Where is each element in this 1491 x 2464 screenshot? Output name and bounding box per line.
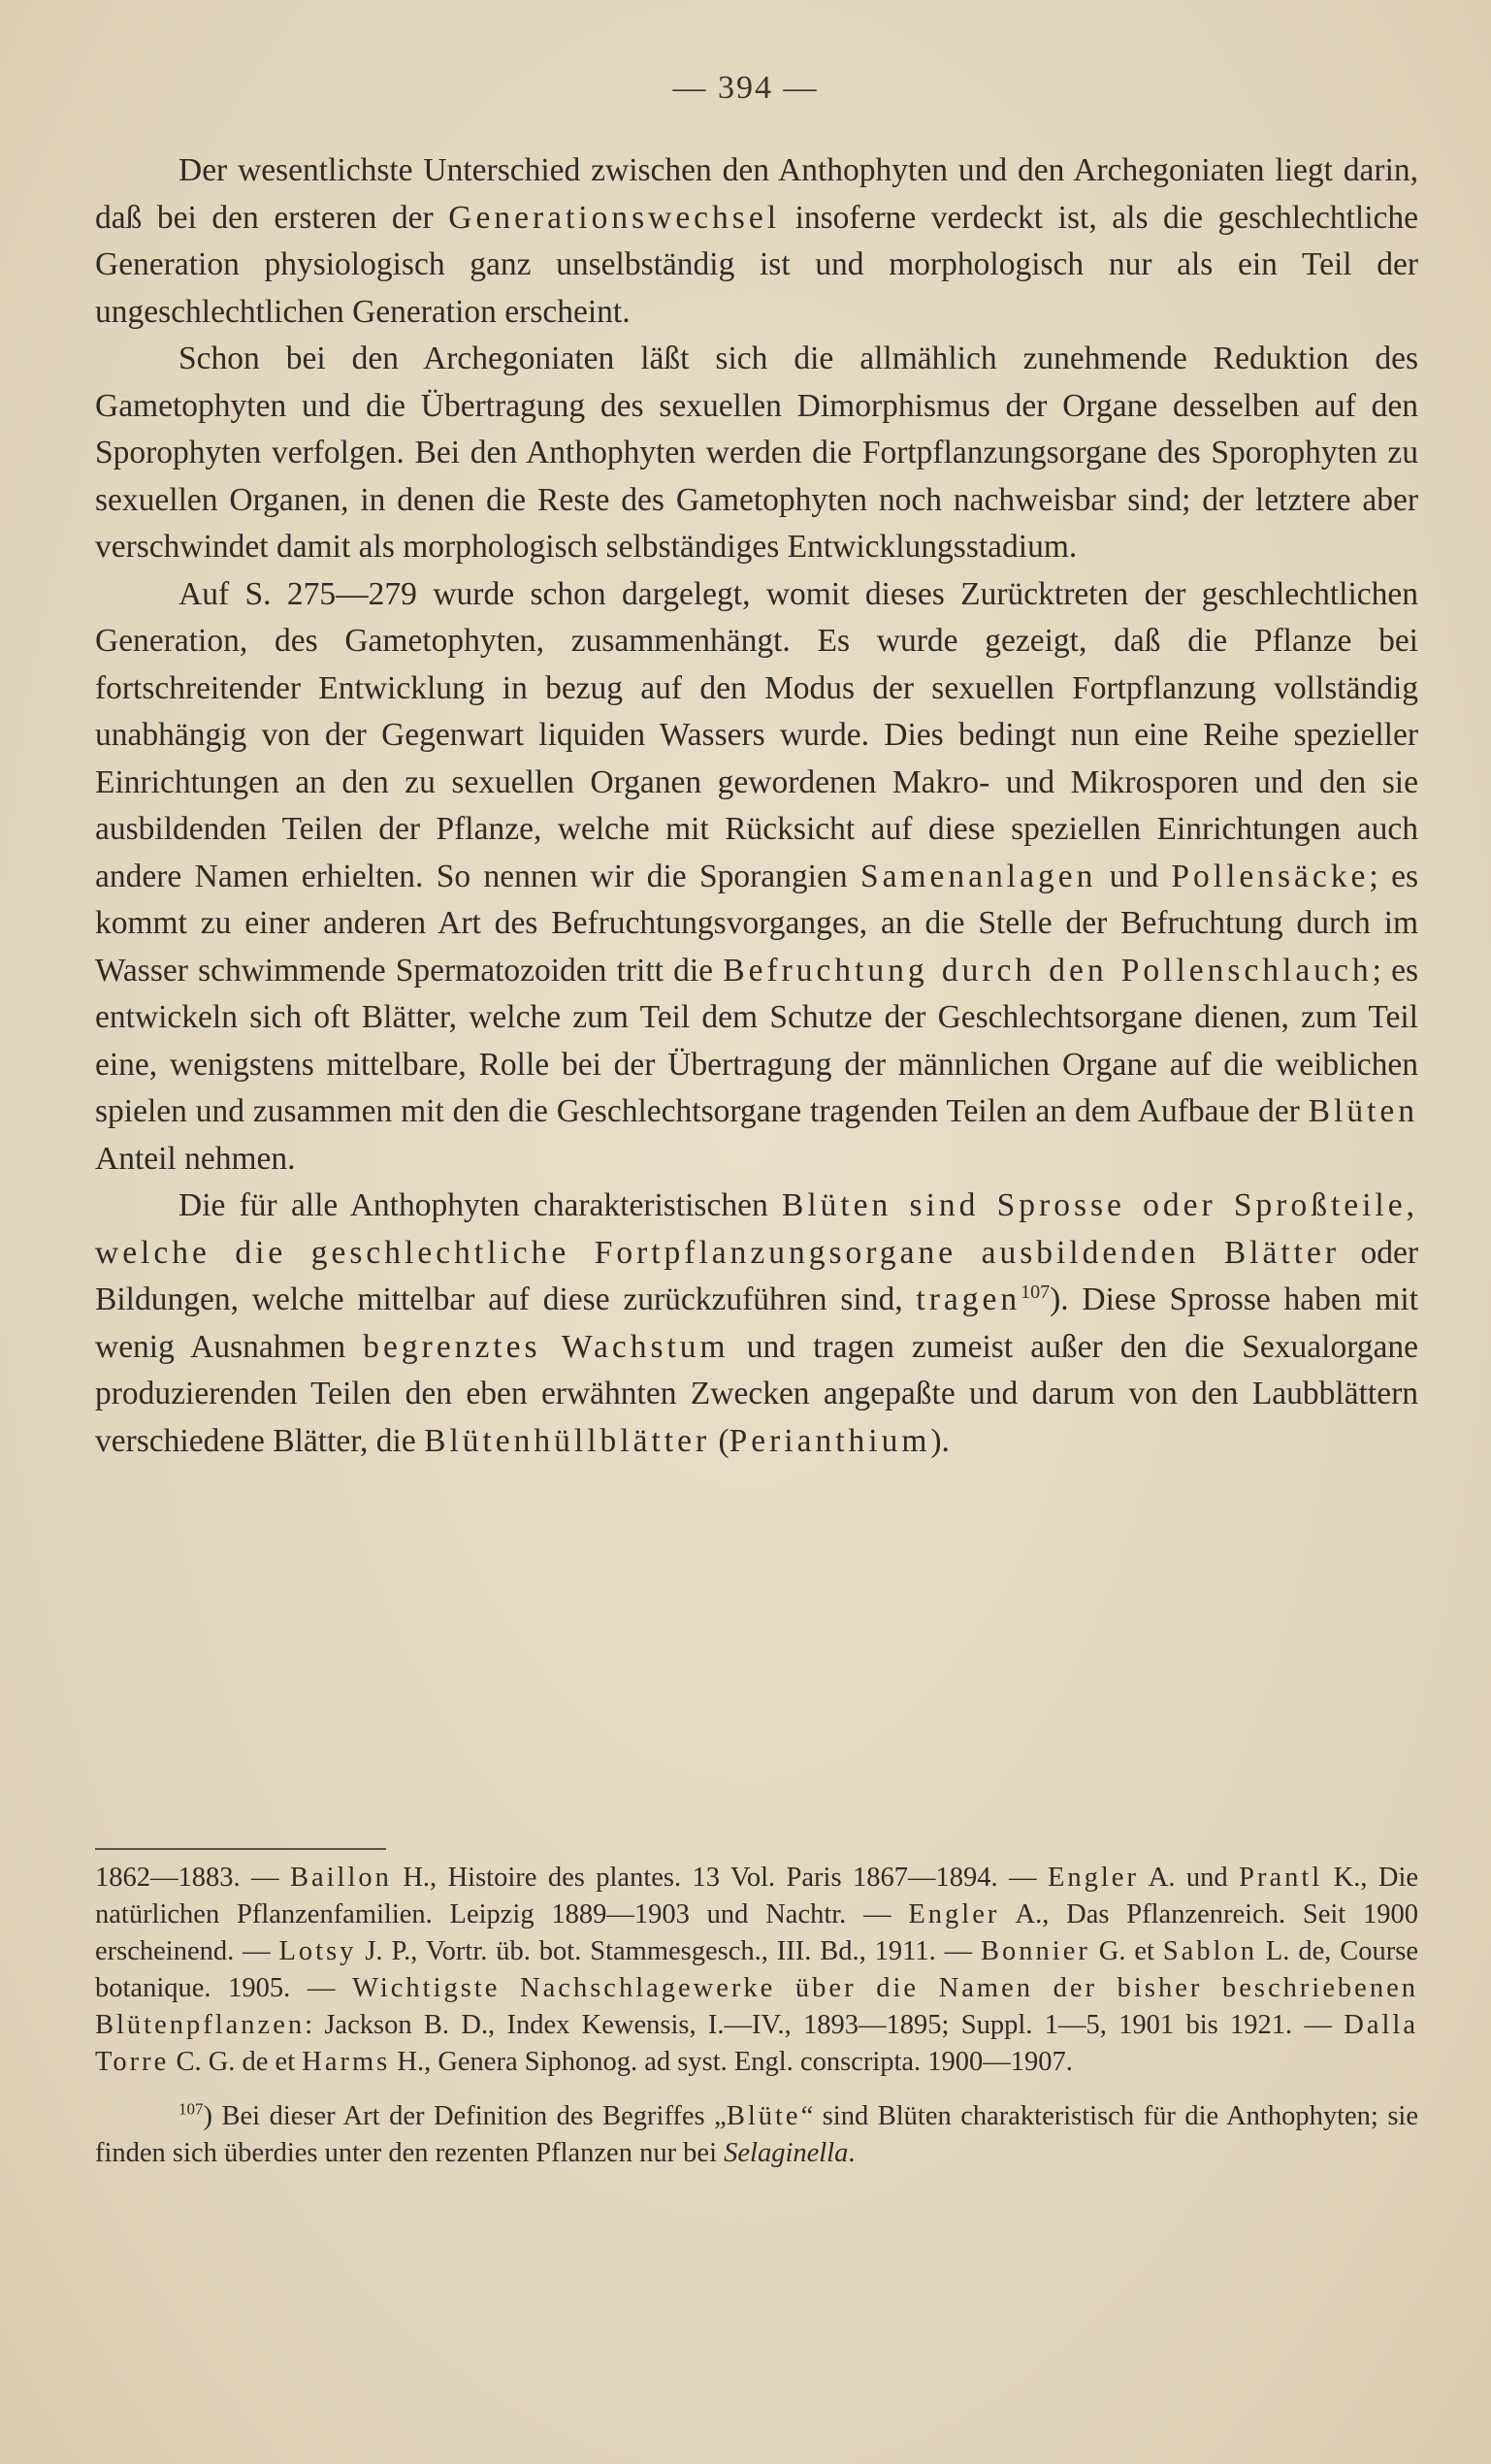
footnote-107-marker: 107 (178, 2099, 204, 2119)
spaced-term-tragen: tragen (916, 1281, 1021, 1317)
fn-author-engler-2: Engler (908, 1899, 1000, 1929)
footnote-ref-107[interactable]: 107 (1021, 1281, 1051, 1303)
spaced-term-perianthium: Perianthium (729, 1422, 931, 1459)
fn-text-16: : Jackson B. D., Index Kewensis, I.—IV., 1893—1895; Suppl. 1—5, 1901 bis 1921. — (305, 2010, 1345, 2040)
paragraph-3-text-c: ; es kommt zu einer anderen Art des Befruchtungsvorganges, an die Stelle der Befruchtung durch im Wasser schwimmende Spermatozoiden tritt die (95, 858, 1419, 989)
fn-author-sablon: Sablon (1162, 1936, 1257, 1966)
fn-text-10: J. P., Vortr. üb. bot. Stammesgesch., III. Bd., 1911. — (356, 1936, 982, 1966)
fn-author-prantl: Prantl (1239, 1863, 1323, 1893)
footnote-rule (95, 1848, 386, 1850)
fn-text-2: H., Histoire des plantes. 13 Vol. Paris 1867—1894. — (391, 1863, 1048, 1893)
paragraph-3-text-d: ; es entwickeln sich oft Blätter, welche zum Teil dem Schutze der Geschlechtsorgane dienen, zum Teil eine, wenigstens mittelbare, Rolle bei der Übertragung der männlichen Organe auf die weiblichen spielen und zusammen mit den die Geschlechtsorgane tragenden Teilen an dem Aufbaue der (95, 952, 1418, 1129)
paragraph-1-text-a: Der wesentlichste Unterschied zwischen den Anthophyten und den Archegoniaten liegt darin, daß bei den ersteren der (95, 152, 1418, 236)
fn-text-6: K., Die natürlichen Pflanzenfamilien. Leipzig 1889—1903 und Nachtr. — (95, 1863, 1419, 1929)
paragraph-4-text-a: Die für alle Anthophyten charakteristischen (178, 1187, 782, 1223)
paragraph-4-text-d: und tragen zumeist außer den die Sexualorgane produzierenden Teilen den eben erwähnten Zwecken angepaßte und darum von den Laubblättern verschiedene Blätter, die (95, 1328, 1419, 1459)
spaced-term-pollensaecke: Pollensäcke (1171, 858, 1370, 894)
spaced-term-bluetenhuellblaetter: Blütenhüllblätter (424, 1422, 711, 1459)
paragraph-4-text-f: ). (930, 1422, 950, 1459)
fn-author-engler: Engler (1047, 1863, 1139, 1893)
paragraph-3-text-e: Anteil nehmen. (95, 1140, 296, 1177)
fn-text-8: A., Das Pflanzenreich. Seit 1900 erscheinend. — (95, 1899, 1418, 1966)
paragraph-4-text-e: ( (710, 1422, 729, 1459)
main-text (95, 147, 1418, 1465)
fn107-text-c: . (848, 2138, 856, 2168)
paragraph-3 (95, 571, 1418, 1183)
fn107-text-b: “ sind Blüten charakteristisch für die Anthophyten; sie finden sich überdies unter den rezenten Pflanzen nur bei (95, 2101, 1418, 2168)
spaced-term-blueten: Blüten (1308, 1093, 1418, 1129)
fn-author-bonnier: Bonnier (981, 1936, 1090, 1966)
fn107-text-a: ) Bei dieser Art der Definition des Begriffes „ (203, 2101, 727, 2131)
paragraph-1-text-b: insoferne verdeckt ist, als die geschlechtliche Generation physiologisch ganz unselbständig ist und morphologisch nur als ein Teil der ungeschlechtlichen Generation erscheint. (95, 199, 1419, 330)
fn-author-baillon: Baillon (289, 1863, 392, 1893)
fn-author-lotsy: Lotsy (278, 1936, 357, 1966)
paragraph-1 (95, 147, 1418, 336)
fn-heading-nachschlagewerke: Wichtigste Nachschlagewerke über die Namen der bisher beschriebenen Blütenpflanzen (95, 1973, 1418, 2040)
spaced-term-generationswechsel: Generationswechsel (448, 199, 781, 236)
fn107-term-bluete: Blüte (726, 2101, 801, 2131)
fn107-genus-selaginella: Selaginella (724, 2138, 849, 2168)
paragraph-3-text-a: Auf S. 275—279 wurde schon dargelegt, womit dieses Zurücktreten der geschlechtlichen Generation, des Gametophyten, zusammenhängt. Es wurde gezeigt, daß die Pflanze bei fortschreitender Entwicklung in bezug auf den Modus der sexuellen Fortpflanzung vollständig unabhängig von der Gegenwart liquiden Wassers wurde. Dies bedingt nun eine Reihe spezieller Einrichtungen an den zu sexuellen Organen gewordenen Makro- und Mikrosporen und den sie ausbildenden Teilen der Pflanze, welche mit Rücksicht auf diese speziellen Einrichtungen auch andere Namen erhielten. So nennen wir die Sporangien (95, 575, 1418, 894)
paragraph-4-text-c: ). Diese Sprosse haben mit wenig Ausnahmen (95, 1281, 1418, 1365)
paragraph-2: Schon bei den Archegoniaten läßt sich die allmählich zunehmende Reduktion des Gametophyten und die Übertragung des sexuellen Dimorphismus der Organe desselben auf den Sporophyten verfolgen. Bei den Anthophyten werden die Fortpflanzungsorgane des Sporophyten zu sexuellen Organen, in denen die Reste des Gametophyten noch nachweisbar sind; der letztere aber verschwindet damit als morphologisch selbständiges Entwicklungsstadium. (95, 340, 1418, 565)
fn-author-dalla-torre: Dalla Torre (95, 2010, 1418, 2077)
spaced-term-begrenztes-wachstum: begrenztes Wachstum (363, 1328, 729, 1365)
fn-text-0: 1862—1883. — (95, 1863, 290, 1893)
fn-text-12: G. et (1089, 1936, 1163, 1966)
paragraph-4 (95, 1183, 1418, 1465)
paragraph-3-text-b: und (1096, 858, 1172, 894)
spaced-term-befruchtung-pollenschlauch: Befruchtung durch den Pollenschlauch (723, 952, 1373, 989)
footnote-107 (95, 2098, 1418, 2172)
paragraph-4-text-b: oder Bildungen, welche mittelbar auf diese zurückzuführen sind, (95, 1234, 1418, 1317)
footnote-continued (95, 1860, 1418, 2081)
fn-text-4: A. und (1138, 1863, 1240, 1893)
spaced-term-samenanlagen: Samenanlagen (860, 858, 1097, 894)
page-number: — 394 — (672, 70, 819, 106)
fn-text-18: C. G. de et (169, 2047, 303, 2077)
fn-author-harms: Harms (302, 2047, 391, 2077)
fn-text-20: H., Genera Siphonog. ad syst. Engl. conscripta. 1900—1907. (390, 2047, 1073, 2077)
footnotes (95, 1860, 1418, 2172)
fn-text-14: L. de, Course botanique. 1905. — (95, 1936, 1418, 2003)
spaced-definition-blueten: Blüten sind Sprosse oder Sproßteile, welche die geschlechtliche Fortpflanzungsorgane ausbildenden Blätter (95, 1187, 1418, 1271)
